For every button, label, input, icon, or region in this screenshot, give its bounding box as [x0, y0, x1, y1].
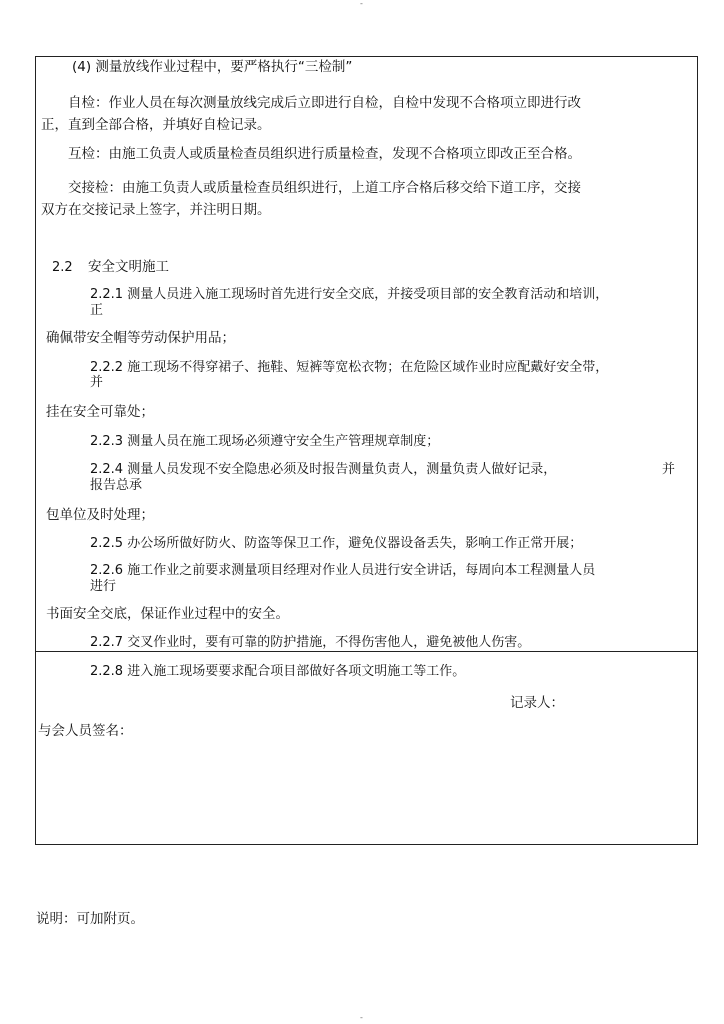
s222-line3: 挂在安全可靠处； [46, 404, 154, 420]
attendees-signature-label: 与会人员签名： [38, 723, 133, 739]
footer-note: 说明：可加附页。 [36, 911, 144, 927]
self-check-line2: 正，直到全部合格，并填好自检记录。 [41, 117, 271, 133]
s224-and: 并 [662, 462, 676, 477]
section-number: 2.2 [52, 260, 73, 275]
recorder-label: 记录人： [510, 695, 564, 711]
item4-title: (4) 测量放线作业过程中，要严格执行“三检制” [72, 59, 353, 75]
s222-line2: 并 [90, 375, 104, 390]
handover-check-line2: 双方在交接记录上签字，并注明日期。 [41, 202, 271, 218]
s222-line1: 2.2.2 施工现场不得穿裙子、拖鞋、短裤等宽松衣物；在危险区域作业时应配戴好安全带， [90, 360, 609, 375]
s225-line: 2.2.5 办公场所做好防火、防盗等保卫工作，避免仪器设备丢失，影响工作正常开展； [90, 536, 583, 551]
s221-line2: 正 [90, 303, 104, 318]
s224-line1: 2.2.4 测量人员发现不安全隐患必须及时报告测量负责人，测量负责人做好记录， [90, 462, 557, 477]
s224-line3: 包单位及时处理； [46, 507, 154, 523]
s227-line: 2.2.7 交叉作业时，要有可靠的防护措施，不得伤害他人，避免被他人伤害。 [90, 635, 531, 650]
handover-check-line1: 交接检：由施工负责人或质量检查员组织进行，上道工序合格后移交给下道工序，交接 [68, 180, 581, 196]
record-table [35, 56, 698, 845]
s226-line3: 书面安全交底，保证作业过程中的安全。 [46, 606, 289, 622]
top-page-mark: - [360, 0, 363, 8]
table-row-divider [35, 651, 698, 652]
section-title: 安全文明施工 [88, 259, 169, 275]
self-check-line1: 自检：作业人员在每次测量放线完成后立即进行自检，自检中发现不合格项立即进行改 [68, 95, 581, 111]
s226-line2: 进行 [90, 579, 117, 594]
s228-line: 2.2.8 进入施工现场要要求配合项目部做好各项文明施工等工作。 [90, 664, 466, 679]
bottom-page-mark: - [360, 1013, 363, 1022]
s221-line1: 2.2.1 测量人员进入施工现场时首先进行安全交底，并接受项目部的安全教育活动和培训， [90, 287, 609, 302]
s221-line3: 确佩带安全帽等劳动保护用品； [46, 330, 235, 346]
mutual-check: 互检：由施工负责人或质量检查员组织进行质量检查，发现不合格项立即改正至合格。 [68, 146, 581, 162]
s226-line1: 2.2.6 施工作业之前要求测量项目经理对作业人员进行安全讲话，每周向本工程测量人员 [90, 563, 596, 578]
s223-line: 2.2.3 测量人员在施工现场必须遵守安全生产管理规章制度； [90, 434, 440, 449]
s224-line2: 报告总承 [90, 478, 143, 493]
